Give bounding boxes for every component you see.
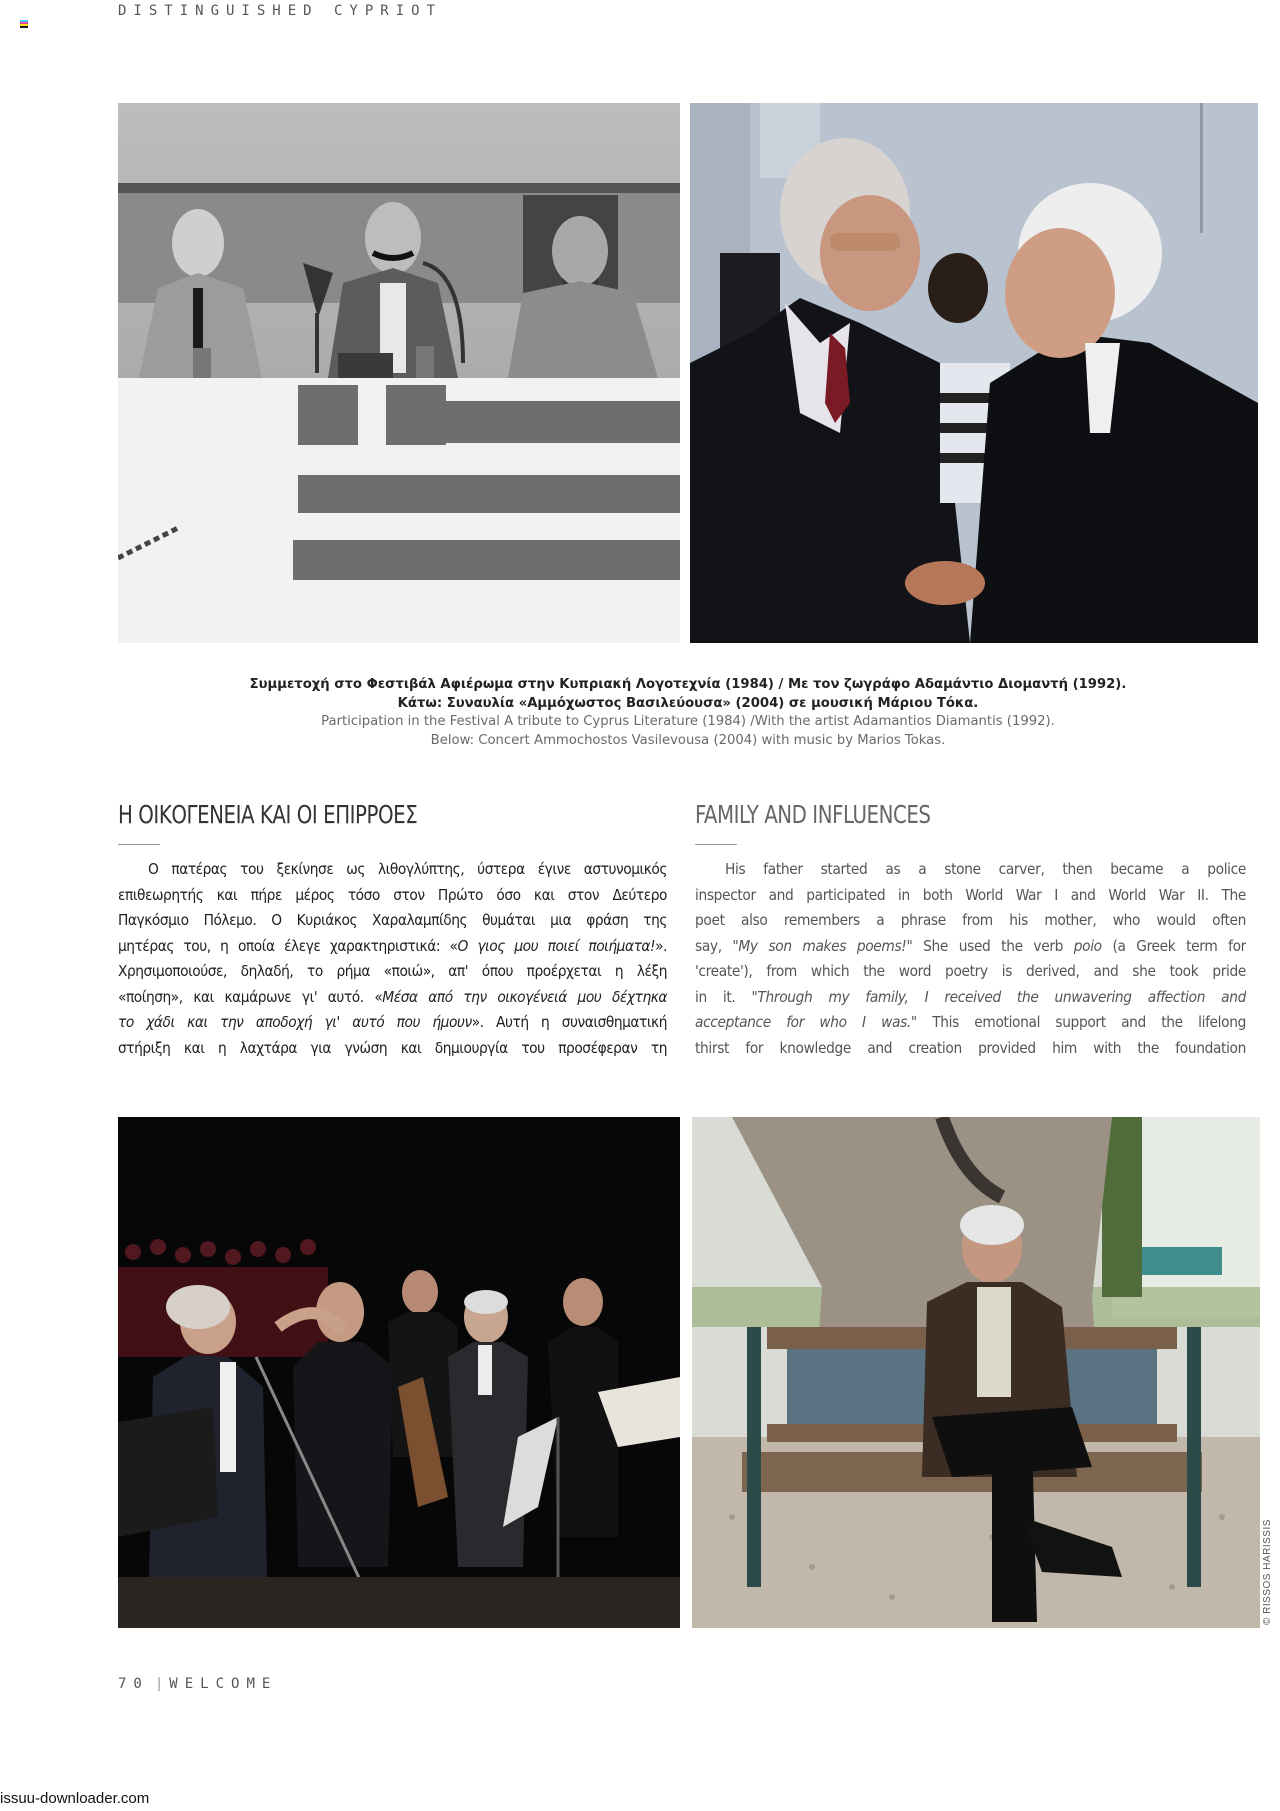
caption-greek-line-2: Κάτω: Συναυλία «Αμμόχωστος Βασιλεύουσα» (2004) σε μουσική Μάριου Τόκα. (397, 695, 979, 711)
concert-photo-image (118, 1117, 680, 1628)
section-heading-english: FAMILY AND INFLUENCES (695, 800, 931, 829)
body-text-segment: ». (655, 936, 667, 955)
body-line (118, 1036, 667, 1062)
caption-english-line-1: Participation in the Festival A tribute to Cyprus Literature (1984) /With the artist Adamantios Diamantis (1992). (321, 714, 1055, 729)
photo-panel-1984 (118, 103, 680, 643)
body-line (695, 1036, 1246, 1062)
page-number: 70 (118, 1676, 149, 1692)
photo-bench-portrait (692, 1117, 1260, 1628)
italic-quote: Ο γιος μου ποιεί ποιήματα! (457, 936, 656, 955)
photo-concert-2004 (118, 1117, 680, 1628)
body-line (118, 883, 667, 909)
body-line (118, 934, 667, 960)
photo-caption (118, 676, 1258, 750)
body-line (695, 985, 1246, 1011)
body-text-segment: inspector and participated in both World War I and World War II. The (695, 885, 1246, 904)
embrace-photo-image (690, 103, 1258, 643)
body-text-segment: «ποίηση», και καμάρωνε γι' αυτό. « (118, 987, 383, 1006)
body-line (695, 934, 1246, 960)
body-line (695, 883, 1246, 909)
body-text-segment: 'create'), from which the word poetry is derived, and she took pride (695, 962, 1246, 980)
footer-separator: | (154, 1676, 164, 1692)
body-text-segment: say, " (695, 936, 739, 955)
italic-quote: το χάδι και την αποδοχή γι' αυτό που ήμουν (118, 1013, 472, 1031)
heading-rule-english (695, 844, 737, 845)
body-text-segment: επιθεωρητής και πήρε μέρος τόσο στον Πρώτο όσο και στον Δεύτερο (118, 885, 667, 904)
body-line (118, 985, 667, 1011)
body-text-segment: " This emotional support and the lifelong (910, 1013, 1246, 1031)
body-text-segment: in it. " (695, 987, 758, 1006)
body-text-segment: στήριξη και η λαχτάρα για γνώση και δημιουργία του προσέφεραν τη (118, 1038, 667, 1057)
heading-rule-greek (118, 844, 160, 845)
bench-photo-image (692, 1117, 1260, 1628)
body-text-segment: ». Αυτή η συναισθηματική (471, 1013, 667, 1031)
body-line (695, 908, 1246, 934)
body-text-segment: Χρησιμοποιούσε, δηλαδή, το ρήμα «ποιώ», απ' όπου προέρχεται η λέξη (118, 962, 667, 980)
body-line (118, 857, 667, 883)
body-text-segment: " She used the verb (906, 936, 1074, 955)
italic-quote: Μέσα από την οικογένειά μου δέχτηκα (382, 987, 667, 1006)
article-body-greek (118, 857, 667, 1061)
running-head: DISTINGUISHED CYPRIOT (118, 3, 443, 19)
panel-photo-image (118, 103, 680, 643)
body-line (695, 1010, 1246, 1036)
body-text-segment: poet also remembers a phrase from his mother, who would often (695, 911, 1246, 929)
body-text-segment: (a Greek term for (1101, 936, 1246, 955)
body-line (118, 1010, 667, 1036)
page-footer (118, 1676, 277, 1692)
body-text-segment: μητέρας του, η οποία έλεγε χαρακτηριστικά: « (118, 936, 458, 955)
section-heading-greek: Η ΟΙΚΟΓΕΝΕΙΑ ΚΑΙ ΟΙ ΕΠΙΡΡΟΕΣ (118, 800, 418, 829)
photo-with-diamantis-1992 (690, 103, 1258, 643)
watermark-link[interactable]: issuu-downloader.com (0, 1790, 150, 1807)
italic-quote: poio (1073, 936, 1102, 955)
printer-color-bar-icon (20, 20, 28, 28)
italic-quote: My son makes poems! (738, 936, 907, 955)
body-text-segment: Ο πατέρας του ξεκίνησε ως λιθογλύπτης, ύστερα έγινε αστυνομικός (148, 860, 667, 878)
magazine-name: WELCOME (169, 1676, 278, 1692)
body-line (118, 959, 667, 985)
body-line (695, 857, 1246, 883)
italic-quote: acceptance for who I was. (695, 1013, 911, 1031)
article-body-english (695, 857, 1246, 1061)
body-line (118, 908, 667, 934)
photo-credit: © RISSOS HARISSIS (1262, 1519, 1273, 1625)
body-text-segment: thirst for knowledge and creation provided him with the foundation (695, 1038, 1246, 1057)
body-line (695, 959, 1246, 985)
italic-quote: Through my family, I received the unwavering affection and (757, 987, 1246, 1006)
body-text-segment: Παγκόσμιο Πόλεμο. Ο Κυριάκος Χαραλαμπίδης θυμάται μια φράση της (118, 911, 667, 929)
body-text-segment: His father started as a stone carver, then became a police (725, 860, 1246, 878)
caption-greek-line-1: Συμμετοχή στο Φεστιβάλ Αφιέρωμα στην Κυπριακή Λογοτεχνία (1984) / Με τον ζωγράφο Αδαμάντιο Διομαντή (1992). (249, 677, 1127, 692)
caption-english-line-2: Below: Concert Ammochostos Vasilevousa (2004) with music by Marios Tokas. (430, 732, 946, 748)
